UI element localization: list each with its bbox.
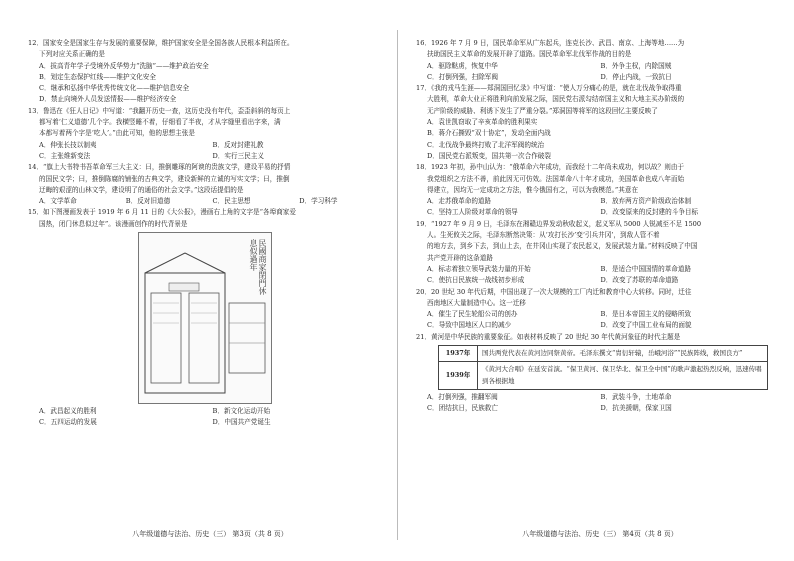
q14-stem-cont2: 迂晦的艰涩的山林文学，建设明了的通俗的社会文学。”这段话提倡的是 — [39, 185, 244, 194]
q21-option-c[interactable]: C．团结抗日，民族救亡 — [427, 404, 498, 413]
q16-stem: 16．1926 年 7 月 9 日，国民革命军从广东起兵，连克长沙、武昌、南京、上海等地……为 — [416, 39, 685, 47]
q19-stem-cont3: 共产党开辟的这条道路 — [427, 253, 493, 262]
q14-stem: 14．“旗上大书特书吾革命军三大主义：曰，推倒雕琢的阿谀的贵族文学，建设平易的抒情 — [28, 163, 291, 172]
q19-option-c[interactable]: C．使抗日民族统一战线初步形成 — [427, 276, 525, 285]
q17-option-a[interactable]: A．袁世凯窃取了辛亥革命的胜利果实 — [427, 118, 538, 127]
q16-option-a[interactable]: A．驱除鞑虏，恢复中华 — [427, 61, 498, 70]
q13-option-d[interactable]: D．实行三民主义 — [212, 151, 264, 160]
q14-option-d[interactable]: D．学习科学 — [299, 197, 338, 206]
question-17 — [416, 83, 774, 162]
q19-option-d[interactable]: D．改变了苏联的革命道路 — [600, 276, 679, 285]
q15-stem: 15．如下图漫画发表于 1919 年 6 月 11 日的《大公报》，漫画右上角的文字是“各埠商家爱 — [28, 208, 296, 217]
q18-stem-cont2: 得建立，因均无一定成功之方法，惟今俄国有之，可以为我模范。”其意在 — [427, 185, 639, 194]
q21-option-d[interactable]: D．抗美援朝，保家卫国 — [600, 404, 672, 413]
q14-stem-cont: 的国民文学；曰，推倒陈腐的铺张的古典文学，建设新鲜的立诚的写实文学；曰，推倒 — [39, 174, 290, 183]
q18-option-c[interactable]: C．坚持工人阶级对革命的领导 — [427, 208, 518, 217]
q21-option-b[interactable]: B．武装斗争，土地革命 — [600, 392, 672, 401]
question-12 — [28, 38, 386, 106]
q13-stem-cont2: 本都写着两个字是‘吃人’。”由此可知，他的思想主张是 — [39, 129, 195, 138]
question-13 — [28, 106, 386, 162]
page-footer-left: 八年级道德与法治、历史（三） 第3页（共 8 页） — [132, 530, 288, 538]
table-row — [439, 346, 768, 362]
question-15 — [28, 207, 386, 428]
q15-stem-cont: 国热，闭门休息似过年”。该漫画创作的时代背景是 — [39, 219, 188, 228]
question-21 — [416, 332, 774, 415]
cartoon-image — [138, 232, 272, 404]
question-19 — [416, 219, 774, 287]
q15-option-d[interactable]: D．中国共产党诞生 — [212, 418, 271, 427]
table-cell-text: 国共两党代表在黄河边同祭黄帝。毛泽东撰文“胄衍轩辕，岳峨河浴”“民族阵线，救国良方” — [478, 346, 768, 362]
q15-option-c[interactable]: C．五四运动的发展 — [39, 418, 97, 427]
question-18 — [416, 162, 774, 218]
q20-option-a[interactable]: A．催生了民生轮船公司的创办 — [427, 310, 518, 319]
q15-option-b[interactable]: B．新文化运动开始 — [212, 407, 271, 416]
column-divider — [397, 30, 398, 540]
q18-option-a[interactable]: A．走苏俄革命的道路 — [427, 197, 492, 206]
q20-stem: 20．20 世纪 30 年代后期，中国出现了一次大规模的工厂内迁和教育中心大转移。同时，迁往 — [416, 287, 692, 296]
q19-option-b[interactable]: B．是适合中国国情的革命道路 — [600, 264, 692, 273]
q16-option-d[interactable]: D．停止内战，一致抗日 — [600, 72, 672, 81]
q21-table — [438, 345, 768, 390]
q17-option-d[interactable]: D．国民党右派叛变，国共第一次合作破裂 — [427, 151, 551, 160]
q17-stem-cont: 大胜利，革命大业正将胜利向前发展之际，国民党右派勾结帝国主义和大地主买办阶级的 — [427, 95, 685, 104]
q13-stem: 13．鲁迅在《狂人日记》中写道：“我翻开历史一查，这历史没有年代，歪歪斜斜的每页上 — [28, 106, 291, 115]
page-footer-right: 八年级道德与法治、历史（三） 第4页（共 8 页） — [522, 530, 678, 538]
question-20 — [416, 287, 774, 332]
q20-option-b[interactable]: B．是日本帝国主义的侵略所致 — [600, 310, 692, 319]
q20-option-c[interactable]: C．导致中国地区人口的减少 — [427, 321, 512, 330]
table-cell-year: 1939年 — [439, 362, 478, 390]
q13-option-b[interactable]: B．反对封建礼教 — [212, 140, 264, 149]
left-column — [28, 38, 386, 429]
q13-stem-cont: 都写着‘仁义道德’几个字。我横竖睡不着，仔细看了半夜，才从字缝里看出字来，满 — [39, 118, 281, 127]
q19-stem: 19．“1927 年 9 月 9 日，毛泽东在湘赣边界发动秋收起义，起义军从 5000 人锐减至不足 1500 — [416, 219, 702, 228]
question-16 — [416, 38, 774, 83]
q18-stem-cont: 我党组织之方法不善，前此因无可仿效。法国革命八十年才成功，美国革命也成八年而始 — [427, 174, 685, 183]
q16-option-c[interactable]: C．打倒列强，扫除军阀 — [427, 72, 498, 81]
q14-option-a[interactable]: A．文学革命 — [39, 197, 77, 206]
q19-stem-cont2: 的地方去，到乡下去，到山上去，在井冈山实现了农民起义，发展武装力量。”材料反映了中国 — [427, 242, 698, 251]
table-row — [439, 362, 768, 390]
q12-option-c[interactable]: C．继承和弘扬中华优秀传统文化——维护信息安全 — [39, 84, 190, 93]
q14-option-c[interactable]: C．民主思想 — [212, 197, 251, 206]
q21-stem: 21．黄河是中华民族的重要象征。如表材料反映了 20 世纪 30 年代黄河象征的时代主题是 — [416, 332, 681, 341]
q17-stem-cont2: 无产阶级的威胁、利诱下发生了严重分裂。”郑洞国等将军的这段回忆主要反映了 — [427, 106, 658, 115]
q20-option-d[interactable]: D．改变了中国工业布局的面貌 — [600, 321, 692, 330]
q19-stem-cont: 人。生死攸关之际，毛泽东断然决策：从‘攻打长沙’变‘引兵井冈’，到敌人管不着 — [427, 231, 660, 240]
q12-option-a[interactable]: A．拔高青年学子受境外反华势力“洗脑”——维护政治安全 — [39, 61, 209, 70]
q14-option-b[interactable]: B．反对旧道德 — [125, 197, 171, 206]
q16-option-b[interactable]: B．外争主权，内除国贼 — [600, 61, 672, 70]
q12-option-b[interactable]: B．划定生态保护红线——维护文化安全 — [39, 72, 156, 81]
q20-stem-cont: 西南地区大量制造中心。这一迁移 — [427, 298, 526, 307]
q18-stem: 18．1923 年初，孙中山认为：“俄革命六年成功，而我经十二年尚未成功，何以故？则由于 — [416, 163, 685, 172]
q12-stem: 12．国家安全是国家生存与发展的重要保障，维护国家安全是全国各族人民根本利益所在。 — [28, 39, 294, 47]
q12-option-d[interactable]: D．禁止向境外人员发送情报——维护经济安全 — [39, 95, 177, 104]
q12-stem-cont: 下列对应关系正确的是 — [39, 50, 105, 59]
q17-option-b[interactable]: B．蒋介石撕毁“双十协定”，发动全面内战 — [427, 129, 551, 138]
right-column — [416, 38, 774, 415]
q21-option-a[interactable]: A．打倒列强，推翻军阀 — [427, 392, 498, 401]
q18-option-d[interactable]: D．改变原来的反封建的斗争目标 — [600, 208, 699, 217]
q13-option-c[interactable]: C．主张维新变法 — [39, 151, 91, 160]
question-14 — [28, 162, 386, 207]
q15-option-a[interactable]: A．武昌起义的胜利 — [39, 407, 97, 416]
q13-option-a[interactable]: A．伸张长技以制夷 — [39, 140, 97, 149]
q16-stem-cont: 扶助国民主义革命的发展开辟了道路。国民革命军北伐军作战的目的是 — [427, 50, 632, 59]
q19-option-a[interactable]: A．标志着独立领导武装力量的开始 — [427, 264, 531, 273]
q17-option-c[interactable]: C．北伐战争最终打败了北洋军阀的统治 — [427, 140, 545, 149]
table-cell-text: 《黄河大合唱》在延安首演。“保卫黄河、保卫华北、保卫全中国”的歌声激起热烈反响，迅速传唱到各根据地 — [478, 362, 768, 390]
cartoon-caption: 民國商家閉門休息似過年 — [249, 239, 267, 296]
table-cell-year: 1937年 — [439, 346, 478, 362]
q17-stem: 17．《我的戎马生涯——郑洞国回忆录》中写道：“使人万分痛心的是，就在北伐战争取得重 — [416, 84, 682, 93]
q18-option-b[interactable]: B．放弃两方资产阶级政治体制 — [600, 197, 692, 206]
